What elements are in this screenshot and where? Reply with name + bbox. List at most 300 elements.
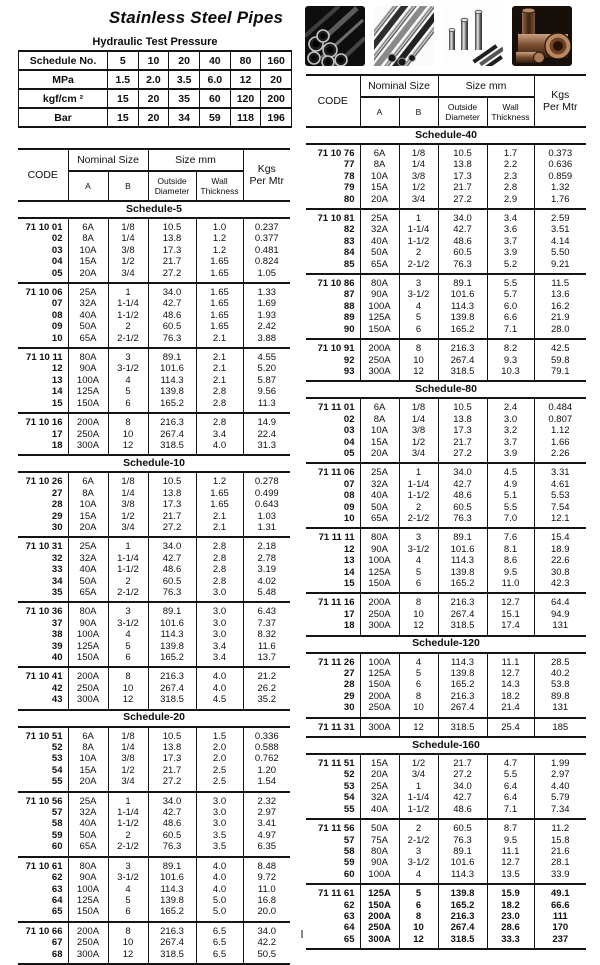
cell-nominal-b: 10 [108, 937, 148, 948]
cell-nominal-a: 200A [360, 593, 399, 608]
cell-nominal-a: 250A [360, 355, 399, 366]
pressure-value: 6.0 [199, 70, 230, 89]
page-bottom-mark [301, 930, 303, 938]
cell-wall-thickness: 2.1 [196, 348, 243, 363]
cell-wall-thickness: 4.5 [487, 463, 534, 478]
cell-outside-diameter: 42.7 [438, 224, 487, 235]
cell-nominal-a: 50A [360, 819, 399, 834]
cell-nominal-b: 1-1/2 [399, 804, 438, 819]
cell-code: 60 [18, 841, 68, 856]
cell-kgs-per-mtr: 11.3 [243, 398, 290, 413]
cell-nominal-a: 100A [360, 555, 399, 566]
cell-nominal-b: 6 [399, 578, 438, 593]
cell-nominal-a: 200A [360, 339, 399, 354]
cell-code: 71 11 61 [306, 884, 360, 899]
cell-kgs-per-mtr: 50.5 [243, 949, 290, 964]
cell-wall-thickness: 2.2 [487, 159, 534, 170]
cell-code: 67 [18, 937, 68, 948]
cell-outside-diameter: 114.3 [438, 869, 487, 884]
pressure-value: 20 [169, 51, 200, 70]
cell-nominal-a: 8A [68, 742, 108, 753]
table-row [306, 911, 586, 922]
cell-kgs-per-mtr: 4.61 [534, 479, 586, 490]
cell-nominal-a: 125A [360, 884, 399, 899]
cell-nominal-a: 100A [360, 301, 399, 312]
cell-code: 43 [18, 694, 68, 709]
cell-kgs-per-mtr: 20.0 [243, 906, 290, 921]
cell-nominal-b: 3 [108, 348, 148, 363]
cell-outside-diameter: 114.3 [438, 653, 487, 668]
cell-wall-thickness: 13.5 [487, 869, 534, 884]
cell-wall-thickness: 2.1 [196, 333, 243, 348]
cell-code: 64 [18, 895, 68, 906]
cell-nominal-b: 10 [108, 429, 148, 440]
table-row [306, 900, 586, 911]
cell-nominal-a: 25A [360, 209, 399, 224]
schedule-title: Schedule-160 [306, 737, 586, 754]
cell-outside-diameter: 76.3 [148, 333, 196, 348]
cell-nominal-b: 3/4 [399, 448, 438, 463]
cell-nominal-a: 250A [68, 429, 108, 440]
cell-nominal-b: 2-1/2 [108, 841, 148, 856]
cell-outside-diameter: 42.7 [148, 807, 196, 818]
cell-nominal-b: 3-1/2 [399, 289, 438, 300]
cell-wall-thickness: 4.0 [196, 884, 243, 895]
cell-wall-thickness: 2.8 [196, 386, 243, 397]
cell-wall-thickness: 9.5 [487, 835, 534, 846]
cell-outside-diameter: 114.3 [148, 629, 196, 640]
cell-code: 83 [306, 236, 360, 247]
cell-nominal-a: 80A [360, 846, 399, 857]
cell-nominal-a: 150A [360, 679, 399, 690]
cell-outside-diameter: 76.3 [438, 835, 487, 846]
table-row [18, 283, 290, 298]
cell-nominal-b: 6 [108, 652, 148, 667]
cell-outside-diameter: 10.5 [438, 398, 487, 413]
cell-nominal-b: 1-1/2 [108, 818, 148, 829]
cell-code: 42 [18, 683, 68, 694]
cell-nominal-b: 3 [108, 602, 148, 617]
cell-nominal-a: 50A [68, 576, 108, 587]
cell-code: 78 [306, 171, 360, 182]
cell-wall-thickness: 23.0 [487, 911, 534, 922]
cell-wall-thickness: 4.0 [196, 667, 243, 682]
cell-kgs-per-mtr: 1.20 [243, 765, 290, 776]
cell-outside-diameter: 318.5 [438, 934, 487, 949]
cell-outside-diameter: 34.0 [148, 537, 196, 552]
cell-wall-thickness: 8.2 [487, 339, 534, 354]
cell-nominal-a: 300A [68, 694, 108, 709]
cell-nominal-a: 32A [68, 553, 108, 564]
cell-code: 58 [306, 846, 360, 857]
pressure-value: 80 [230, 51, 261, 70]
cell-nominal-a: 10A [68, 245, 108, 256]
cell-kgs-per-mtr: 3.19 [243, 564, 290, 575]
cell-nominal-a: 90A [68, 363, 108, 374]
cell-nominal-a: 200A [360, 911, 399, 922]
cell-kgs-per-mtr: 3.51 [534, 224, 586, 235]
cell-kgs-per-mtr: 0.762 [243, 753, 290, 764]
cell-kgs-per-mtr: 2.78 [243, 553, 290, 564]
cell-kgs-per-mtr: 11.0 [243, 884, 290, 895]
cell-wall-thickness: 5.0 [196, 895, 243, 906]
cell-nominal-b: 4 [399, 653, 438, 668]
pressure-value: 20 [138, 89, 169, 108]
cell-nominal-b: 3/8 [108, 499, 148, 510]
cell-kgs-per-mtr: 11.6 [243, 641, 290, 652]
cell-nominal-a: 32A [360, 479, 399, 490]
cell-nominal-a: 150A [360, 578, 399, 593]
cell-outside-diameter: 114.3 [148, 375, 196, 386]
cell-kgs-per-mtr: 16.8 [243, 895, 290, 906]
cell-nominal-a: 50A [360, 247, 399, 258]
cell-nominal-a: 6A [68, 472, 108, 487]
cell-code: 05 [306, 448, 360, 463]
cell-nominal-a: 80A [68, 857, 108, 872]
cell-outside-diameter: 34.0 [438, 781, 487, 792]
table-row [18, 576, 290, 587]
cell-nominal-b: 1 [108, 792, 148, 807]
cell-wall-thickness: 2.1 [196, 375, 243, 386]
pressure-value: 118 [230, 108, 261, 127]
cell-nominal-b: 1/4 [399, 159, 438, 170]
cell-kgs-per-mtr: 1.54 [243, 776, 290, 791]
cell-outside-diameter: 76.3 [438, 513, 487, 528]
cell-kgs-per-mtr: 0.373 [534, 144, 586, 159]
cell-nominal-b: 1/8 [108, 727, 148, 742]
table-row [306, 819, 586, 834]
cell-wall-thickness: 5.5 [487, 502, 534, 513]
cell-code: 80 [306, 194, 360, 209]
table-row [306, 312, 586, 323]
cell-code: 71 11 06 [306, 463, 360, 478]
cell-kgs-per-mtr: 21.2 [243, 667, 290, 682]
cell-nominal-a: 90A [360, 289, 399, 300]
cell-wall-thickness: 2.8 [196, 398, 243, 413]
schedule-title: Schedule-120 [306, 636, 586, 653]
cell-nominal-b: 8 [108, 413, 148, 428]
pipe-size-table-right [306, 74, 586, 950]
cell-nominal-b: 1/8 [108, 472, 148, 487]
cell-outside-diameter: 318.5 [438, 718, 487, 737]
table-row [18, 765, 290, 776]
cell-kgs-per-mtr: 0.484 [534, 398, 586, 413]
cell-nominal-a: 6A [360, 144, 399, 159]
table-row [306, 593, 586, 608]
cell-outside-diameter: 165.2 [438, 900, 487, 911]
cell-nominal-a: 10A [360, 171, 399, 182]
cell-wall-thickness: 1.0 [196, 218, 243, 233]
cell-kgs-per-mtr: 2.32 [243, 792, 290, 807]
cell-outside-diameter: 101.6 [148, 618, 196, 629]
schedule-section-row [306, 127, 586, 144]
cell-outside-diameter: 21.7 [438, 437, 487, 448]
cell-outside-diameter: 267.4 [438, 355, 487, 366]
cell-code: 07 [18, 298, 68, 309]
cell-outside-diameter: 139.8 [148, 641, 196, 652]
cell-kgs-per-mtr: 111 [534, 911, 586, 922]
cell-outside-diameter: 76.3 [148, 841, 196, 856]
cell-nominal-b: 12 [108, 949, 148, 964]
cell-kgs-per-mtr: 9.72 [243, 872, 290, 883]
cell-outside-diameter: 101.6 [148, 872, 196, 883]
cell-wall-thickness: 2.1 [196, 511, 243, 522]
table-row [18, 792, 290, 807]
pressure-row-label: MPa [19, 70, 108, 89]
cell-nominal-a: 10A [360, 425, 399, 436]
cell-kgs-per-mtr: 9.21 [534, 259, 586, 274]
col-header-kgs-per-mtr: Kgs Per Mtr [243, 149, 290, 201]
cell-wall-thickness: 7.0 [487, 513, 534, 528]
cell-kgs-per-mtr: 30.8 [534, 567, 586, 578]
cell-nominal-a: 150A [360, 900, 399, 911]
cell-outside-diameter: 48.6 [148, 818, 196, 829]
cell-nominal-b: 1-1/2 [399, 490, 438, 501]
table-row [18, 949, 290, 964]
cell-wall-thickness: 2.8 [196, 537, 243, 552]
cell-outside-diameter: 216.3 [438, 691, 487, 702]
cell-wall-thickness: 3.7 [487, 437, 534, 448]
cell-kgs-per-mtr: 131 [534, 620, 586, 635]
cell-outside-diameter: 21.7 [148, 511, 196, 522]
cell-kgs-per-mtr: 35.2 [243, 694, 290, 709]
cell-outside-diameter: 60.5 [438, 247, 487, 258]
cell-code: 90 [306, 324, 360, 339]
cell-outside-diameter: 165.2 [148, 652, 196, 667]
cell-outside-diameter: 101.6 [438, 289, 487, 300]
cell-nominal-a: 15A [360, 437, 399, 448]
cell-outside-diameter: 17.3 [438, 171, 487, 182]
table-row [306, 224, 586, 235]
cell-nominal-b: 6 [399, 679, 438, 690]
cell-outside-diameter: 139.8 [148, 386, 196, 397]
cell-kgs-per-mtr: 22.6 [534, 555, 586, 566]
cell-nominal-a: 300A [360, 620, 399, 635]
cell-outside-diameter: 48.6 [438, 236, 487, 247]
table-row [18, 830, 290, 841]
table-row [18, 667, 290, 682]
cell-code: 71 10 56 [18, 792, 68, 807]
cell-outside-diameter: 139.8 [438, 884, 487, 899]
table-row [306, 171, 586, 182]
cell-outside-diameter: 216.3 [438, 339, 487, 354]
cell-kgs-per-mtr: 185 [534, 718, 586, 737]
cell-nominal-b: 1 [399, 463, 438, 478]
cell-nominal-b: 8 [108, 667, 148, 682]
cell-kgs-per-mtr: 21.9 [534, 312, 586, 323]
cell-nominal-b: 2-1/2 [399, 259, 438, 274]
cell-kgs-per-mtr: 22.4 [243, 429, 290, 440]
cell-outside-diameter: 165.2 [438, 324, 487, 339]
pressure-value: 12 [230, 70, 261, 89]
table-row [306, 259, 586, 274]
table-row [306, 247, 586, 258]
cell-nominal-a: 250A [68, 683, 108, 694]
table-row [306, 463, 586, 478]
cell-code: 04 [18, 256, 68, 267]
cell-code: 04 [306, 437, 360, 448]
cell-wall-thickness: 4.0 [196, 683, 243, 694]
cell-nominal-a: 125A [360, 668, 399, 679]
cell-nominal-a: 75A [360, 835, 399, 846]
cell-outside-diameter: 13.8 [438, 159, 487, 170]
cell-kgs-per-mtr: 13.6 [534, 289, 586, 300]
pressure-value: 34 [169, 108, 200, 127]
cell-code: 77 [306, 159, 360, 170]
cell-outside-diameter: 17.3 [148, 753, 196, 764]
cell-kgs-per-mtr: 49.1 [534, 884, 586, 899]
cell-nominal-b: 3-1/2 [399, 544, 438, 555]
table-row [306, 544, 586, 555]
cell-code: 57 [306, 835, 360, 846]
cell-wall-thickness: 3.7 [487, 236, 534, 247]
cell-outside-diameter: 21.7 [438, 182, 487, 193]
cell-kgs-per-mtr: 7.37 [243, 618, 290, 629]
cell-code: 71 11 01 [306, 398, 360, 413]
table-row [306, 754, 586, 769]
cell-wall-thickness: 2.0 [196, 742, 243, 753]
cell-nominal-b: 10 [399, 609, 438, 620]
cell-nominal-b: 1-1/4 [399, 479, 438, 490]
cell-nominal-a: 20A [360, 194, 399, 209]
cell-kgs-per-mtr: 237 [534, 934, 586, 949]
col-header-size-mm: Size mm [148, 149, 243, 171]
table-row [18, 587, 290, 602]
cell-wall-thickness: 3.0 [196, 818, 243, 829]
cell-nominal-b: 2 [399, 502, 438, 513]
cell-kgs-per-mtr: 1.99 [534, 754, 586, 769]
cell-kgs-per-mtr: 1.05 [243, 268, 290, 283]
cell-kgs-per-mtr: 8.32 [243, 629, 290, 640]
cell-outside-diameter: 48.6 [148, 564, 196, 575]
cell-nominal-a: 32A [68, 298, 108, 309]
cell-wall-thickness: 12.7 [487, 857, 534, 868]
cell-outside-diameter: 34.0 [438, 209, 487, 224]
pressure-row [19, 108, 292, 127]
cell-nominal-b: 1 [399, 781, 438, 792]
cell-kgs-per-mtr: 2.26 [534, 448, 586, 463]
cell-wall-thickness: 3.4 [196, 429, 243, 440]
cell-outside-diameter: 216.3 [438, 593, 487, 608]
cell-code: 71 10 86 [306, 274, 360, 289]
table-row [306, 339, 586, 354]
cell-kgs-per-mtr: 5.87 [243, 375, 290, 386]
cell-kgs-per-mtr: 33.9 [534, 869, 586, 884]
cell-code: 54 [306, 792, 360, 803]
cell-nominal-a: 100A [68, 375, 108, 386]
cell-outside-diameter: 89.1 [148, 602, 196, 617]
cell-outside-diameter: 318.5 [148, 694, 196, 709]
table-row [306, 702, 586, 717]
table-row [18, 857, 290, 872]
cell-code: 15 [18, 398, 68, 413]
table-row [306, 567, 586, 578]
table-row [18, 472, 290, 487]
col-header-kgs-per-mtr: Kgs Per Mtr [534, 75, 586, 127]
cell-code: 71 11 26 [306, 653, 360, 668]
cell-nominal-b: 1/4 [108, 488, 148, 499]
cell-outside-diameter: 267.4 [148, 683, 196, 694]
table-row [18, 553, 290, 564]
cell-nominal-b: 2-1/2 [399, 513, 438, 528]
cell-nominal-a: 8A [360, 159, 399, 170]
cell-code: 52 [306, 769, 360, 780]
pressure-section [18, 36, 292, 128]
cell-wall-thickness: 10.3 [487, 366, 534, 381]
cell-code: 71 10 01 [18, 218, 68, 233]
cell-kgs-per-mtr: 31.3 [243, 440, 290, 455]
table-row [18, 386, 290, 397]
cell-kgs-per-mtr: 2.18 [243, 537, 290, 552]
table-row [18, 937, 290, 948]
cell-code: 60 [306, 869, 360, 884]
cell-kgs-per-mtr: 0.237 [243, 218, 290, 233]
col-header-wall-thickness: Wall Thickness [487, 97, 534, 127]
cell-code: 71 10 91 [306, 339, 360, 354]
cell-wall-thickness: 6.4 [487, 781, 534, 792]
cell-nominal-a: 6A [360, 398, 399, 413]
cell-nominal-a: 15A [360, 754, 399, 769]
cell-outside-diameter: 76.3 [148, 587, 196, 602]
pressure-row-label: Bar [19, 108, 108, 127]
cell-kgs-per-mtr: 15.4 [534, 528, 586, 543]
cell-outside-diameter: 17.3 [148, 245, 196, 256]
cell-nominal-b: 1/2 [399, 437, 438, 448]
cell-outside-diameter: 27.2 [438, 194, 487, 209]
cell-kgs-per-mtr: 4.97 [243, 830, 290, 841]
table-row [306, 668, 586, 679]
cell-kgs-per-mtr: 1.93 [243, 310, 290, 321]
cell-wall-thickness: 28.6 [487, 922, 534, 933]
cell-nominal-b: 6 [399, 324, 438, 339]
cell-outside-diameter: 89.1 [438, 528, 487, 543]
cell-wall-thickness: 1.65 [196, 488, 243, 499]
table-row [306, 934, 586, 949]
cell-wall-thickness: 1.2 [196, 245, 243, 256]
cell-nominal-a: 20A [68, 776, 108, 791]
cell-code: 71 11 16 [306, 593, 360, 608]
pressure-table-title: Hydraulic Test Pressure [92, 36, 218, 48]
cell-wall-thickness: 25.4 [487, 718, 534, 737]
cell-outside-diameter: 165.2 [148, 906, 196, 921]
table-row [18, 522, 290, 537]
cell-nominal-a: 40A [360, 490, 399, 501]
cell-code: 12 [306, 544, 360, 555]
cell-nominal-b: 3/8 [108, 245, 148, 256]
cell-code: 55 [306, 804, 360, 819]
cell-code: 55 [18, 776, 68, 791]
cell-outside-diameter: 216.3 [148, 922, 196, 937]
cell-nominal-a: 40A [68, 818, 108, 829]
table-row [306, 274, 586, 289]
cell-nominal-b: 10 [399, 355, 438, 366]
cell-outside-diameter: 114.3 [438, 301, 487, 312]
table-row [18, 652, 290, 667]
cell-nominal-b: 6 [108, 398, 148, 413]
table-row [306, 502, 586, 513]
cell-nominal-b: 3-1/2 [399, 857, 438, 868]
table-row [306, 804, 586, 819]
table-row [306, 718, 586, 737]
cell-code: 17 [306, 609, 360, 620]
cell-wall-thickness: 12.7 [487, 593, 534, 608]
table-row [306, 691, 586, 702]
cell-code: 32 [18, 553, 68, 564]
cell-wall-thickness: 2.3 [487, 171, 534, 182]
pressure-value: 59 [199, 108, 230, 127]
cell-code: 29 [306, 691, 360, 702]
cell-outside-diameter: 89.1 [148, 348, 196, 363]
